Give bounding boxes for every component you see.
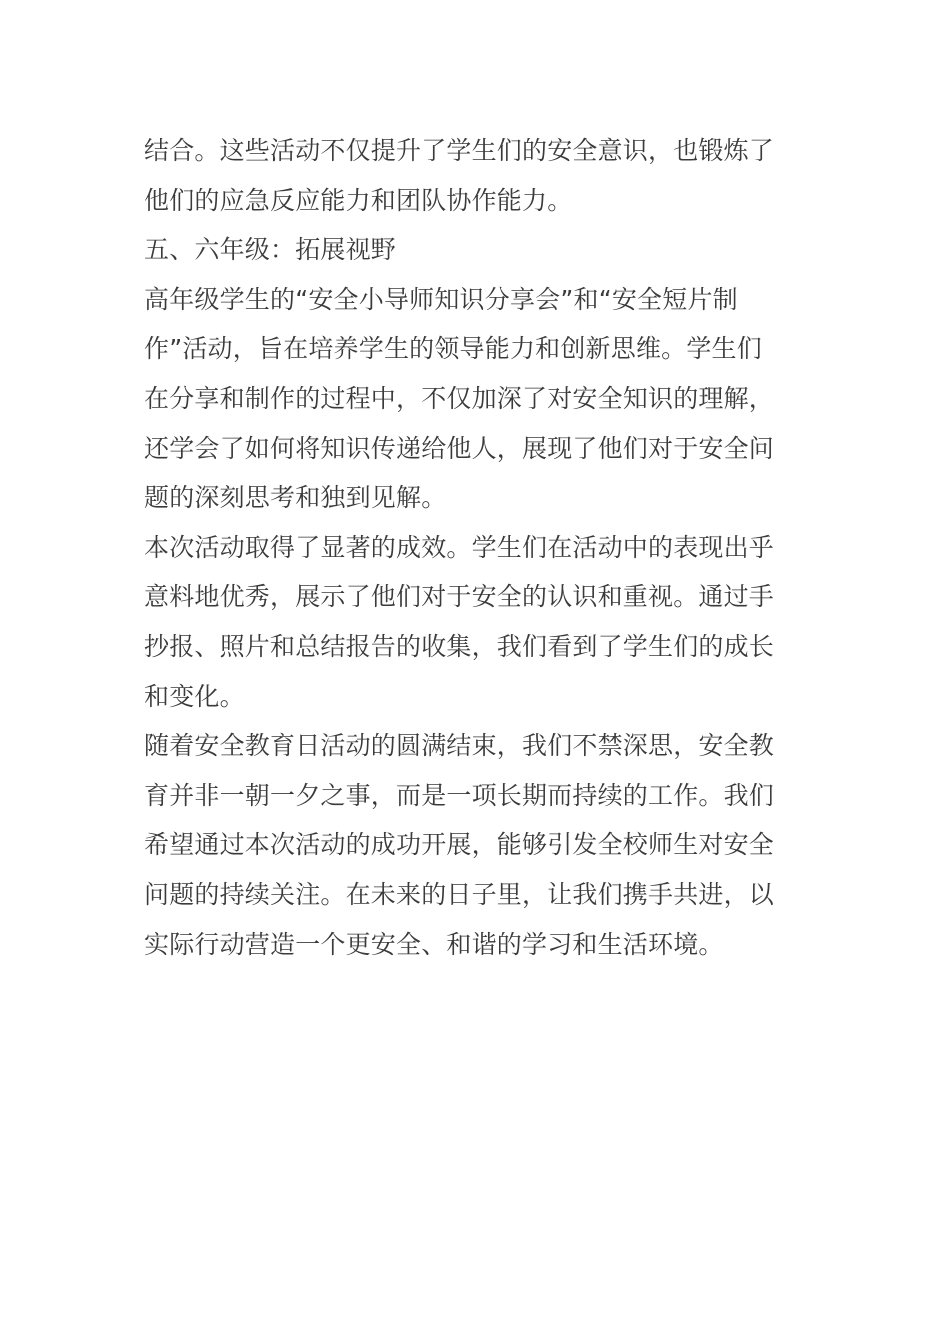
text-line: 实际行动营造一个更安全、和谐的学习和生活环境。 — [144, 929, 724, 959]
text-line: 在分享和制作的过程中，不仅加深了对安全知识的理解， — [144, 383, 775, 413]
text-line: 作”活动，旨在培养学生的领导能力和创新思维。学生们 — [144, 334, 762, 364]
paragraph-conclusion — [144, 721, 784, 969]
section-heading — [144, 225, 784, 275]
text-line: 随着安全教育日活动的圆满结束，我们不禁深思，安全教 — [144, 731, 775, 761]
text-line: 和变化。 — [144, 681, 245, 711]
text-line: 希望通过本次活动的成功开展，能够引发全校师生对安全 — [144, 830, 775, 860]
text-line: 问题的持续关注。在未来的日子里，让我们携手共进，以 — [144, 879, 775, 909]
heading-text: 五、六年级：拓展视野 — [144, 235, 397, 265]
text-line: 意料地优秀，展示了他们对于安全的认识和重视。通过手 — [144, 582, 775, 612]
text-line: 高年级学生的“安全小导师知识分享会”和“安全短片制 — [144, 284, 738, 314]
document-page — [144, 126, 784, 969]
paragraph-results — [144, 523, 784, 721]
text-line: 题的深刻思考和独到见解。 — [144, 483, 447, 513]
text-line: 他们的应急反应能力和团队协作能力。 — [144, 185, 573, 215]
paragraph-senior-grades — [144, 275, 784, 523]
text-line: 本次活动取得了显著的成效。学生们在活动中的表现出乎 — [144, 532, 775, 562]
text-line: 还学会了如何将知识传递给他人，展现了他们对于安全问 — [144, 433, 775, 463]
text-line: 育并非一朝一夕之事，而是一项长期而持续的工作。我们 — [144, 780, 775, 810]
text-line: 抄报、照片和总结报告的收集，我们看到了学生们的成长 — [144, 631, 775, 661]
paragraph-continuation — [144, 126, 784, 225]
text-line: 结合。这些活动不仅提升了学生们的安全意识，也锻炼了 — [144, 136, 775, 165]
